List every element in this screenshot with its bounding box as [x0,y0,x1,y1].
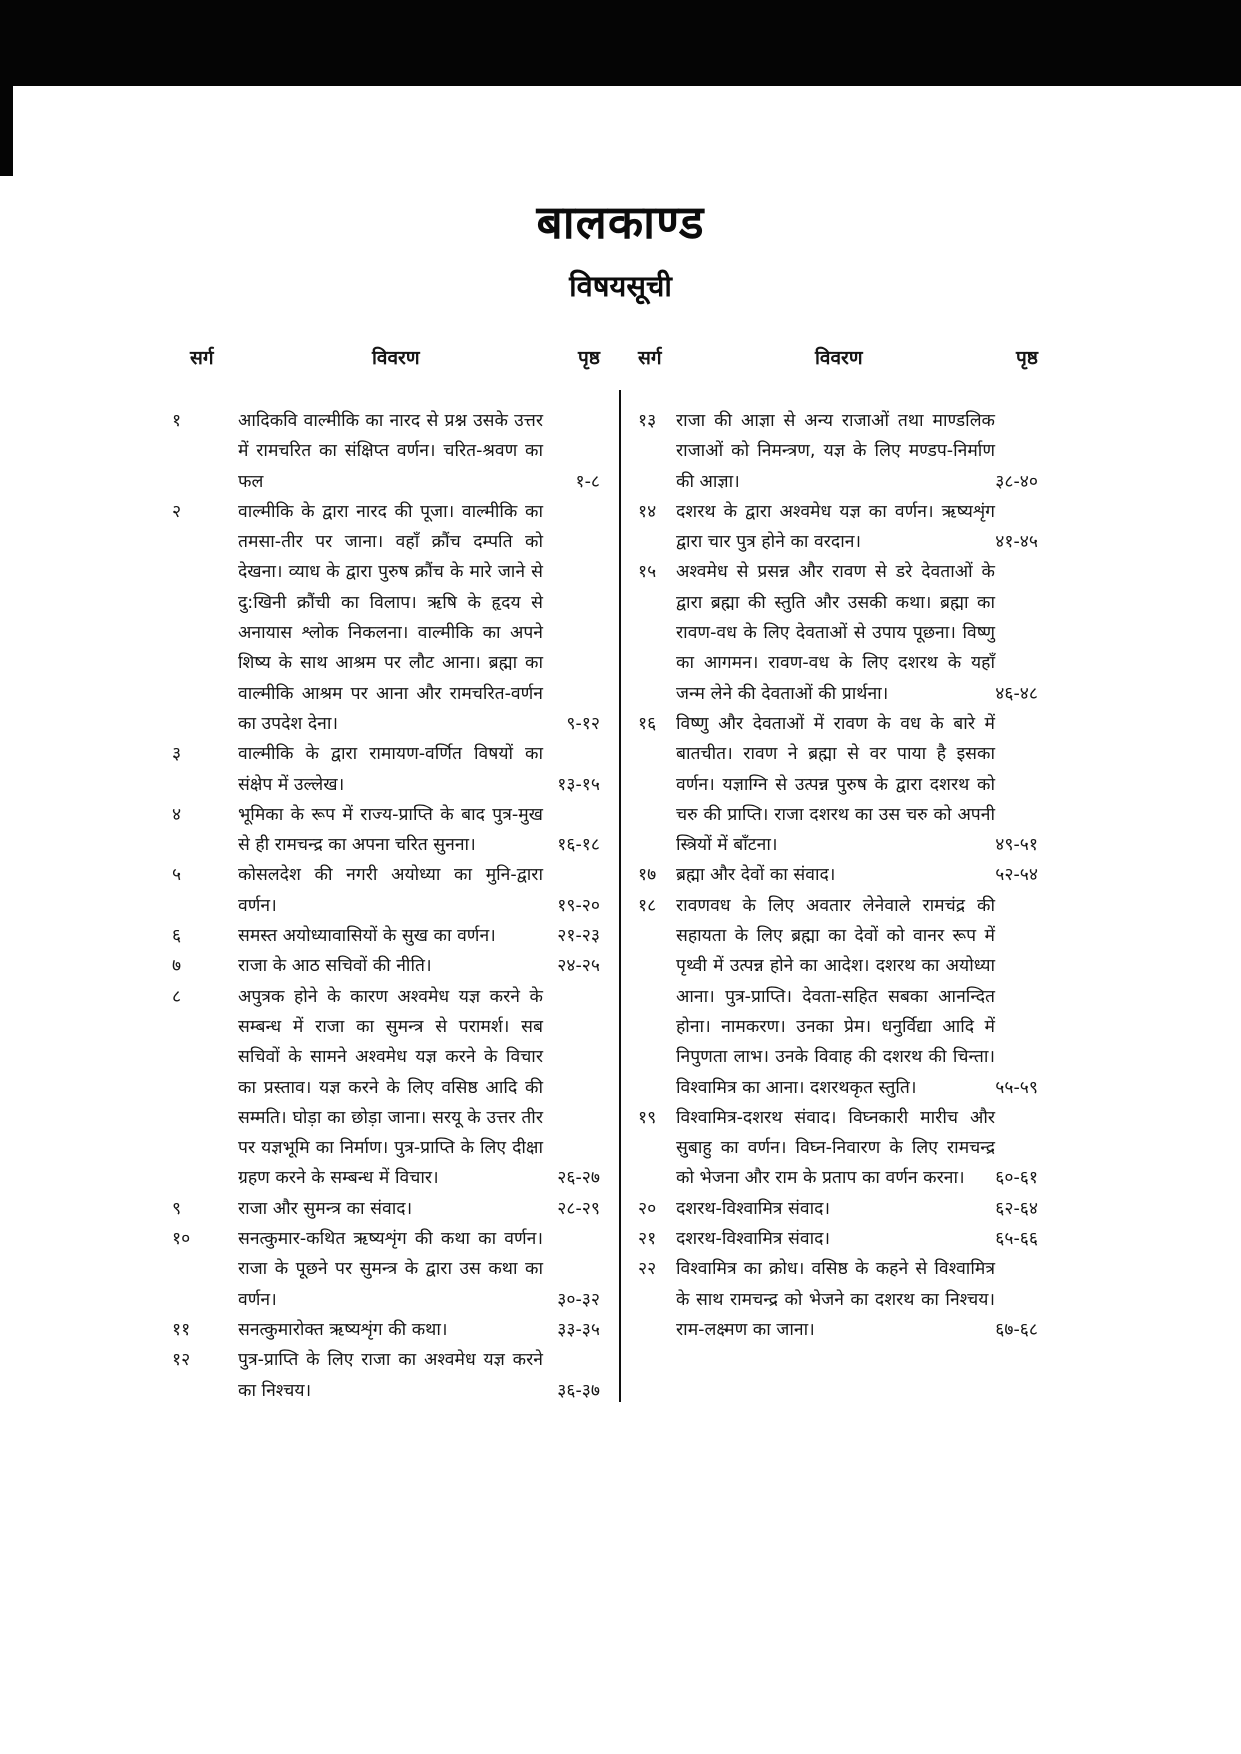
toc-entry [170,739,600,800]
toc-entry [170,800,600,861]
toc-entry-pages: २४-२५ [557,956,600,977]
page-title: बालकाण्ड [536,195,705,249]
scan-left-border [0,0,13,176]
toc-entry-number: १० [172,1229,191,1250]
toc-entry-description: विष्णु और देवताओं में रावण के वध के बारे में बातचीत। रावण ने ब्रह्मा से वर पाया है इसका वर्णन। यज्ञाग्नि से उत्पन्न पुरुष के द्वारा दशरथ को चरु की प्राप्ति। राजा दशरथ का उस चरु को अपनी स्त्रियों में बाँटना। [676,713,995,856]
toc-entry-description: राजा की आज्ञा से अन्य राजाओं तथा माण्डलिक राजाओं को निमन्त्रण, यज्ञ के लिए मण्डप-निर्माण की आज्ञा। [676,411,995,492]
toc-entry-description: दशरथ के द्वारा अश्वमेध यज्ञ का वर्णन। ऋष्यशृंग द्वारा चार पुत्र होने का वरदान। [676,501,995,553]
toc-entry [630,497,1038,558]
toc-entry-pages: ६५-६६ [995,1229,1038,1250]
toc-entry-pages: २१-२३ [557,926,600,947]
toc-entry-pages: ४६-४८ [995,683,1038,704]
toc-entry [630,1194,1038,1224]
toc-entry-number: ३ [172,744,182,765]
toc-entries-left [170,406,600,1406]
toc-entry-number: ११ [172,1319,191,1340]
toc-entry-pages: ६२-६४ [995,1198,1038,1219]
toc-entry-number: १९ [638,1107,657,1128]
toc-entry-number: ७ [172,956,182,977]
toc-entry [630,860,1038,890]
toc-entry [170,1315,600,1345]
column-divider [619,390,621,1402]
toc-entry-number: १८ [638,895,657,916]
toc-entry [170,982,600,1194]
toc-entry-description: पुत्र-प्राप्ति के लिए राजा का अश्वमेध यज्ञ करने का निश्चय। [238,1350,543,1401]
toc-entry-description: दशरथ-विश्वामित्र संवाद। [676,1229,831,1250]
toc-entry-description: सनत्कुमारोक्त ऋष्यशृंग की कथा। [238,1319,448,1340]
toc-entry-description: सनत्कुमार-कथित ऋष्यशृंग की कथा का वर्णन। राजा के पूछने पर सुमन्त्र के द्वारा उस कथा का वर्णन। [238,1229,543,1310]
toc-entry-description: राजा के आठ सचिवों की नीति। [238,956,432,977]
toc-entry-number: १ [172,411,182,431]
toc-entry [170,497,600,739]
toc-entry-description: समस्त अयोध्यावासियों के सुख का वर्णन। [238,926,496,947]
toc-entry-pages: २६-२७ [557,1168,600,1189]
toc-entry-number: ९ [172,1198,182,1219]
column-header-row [170,344,600,374]
toc-entry [630,709,1038,860]
toc-entry-number: १३ [638,411,657,431]
toc-entry-pages: १-८ [575,471,600,492]
toc-entry-description: अश्वमेध से प्रसन्न और रावण से डरे देवताओं के द्वारा ब्रह्मा की स्तुति और उसकी कथा। ब्रह्मा का रावण-वध के लिए देवताओं से उपाय पूछना। विष्णु का आगमन। रावण-वध के लिए दशरथ के यहाँ जन्म लेने की देवताओं की प्रार्थना। [676,562,995,704]
toc-entry [630,557,1038,708]
toc-entry-pages: ४९-५१ [995,835,1038,856]
toc-entry-pages: ९-१२ [566,713,600,734]
toc-entries-right [630,406,1038,1345]
toc-entry-description: वाल्मीकि के द्वारा रामायण-वर्णित विषयों का संक्षेप में उल्लेख। [238,744,543,795]
toc-entry [170,921,600,951]
toc-entry-pages: ३३-३५ [557,1319,600,1340]
toc-entry-description: अपुत्रक होने के कारण अश्वमेध यज्ञ करने के सम्बन्ध में राजा का सुमन्त्र से परामर्श। सब सचिवों के सामने अश्वमेध यज्ञ करने के विचार का प्रस्ताव। यज्ञ करने के लिए वसिष्ठ आदि की सम्मति। घोड़ा का छोड़ा जाना। सरयू के उत्तर तीर पर यज्ञभूमि का निर्माण। पुत्र-प्राप्ति के लिए दीक्षा ग्रहण करने के सम्बन्ध में विचार। [238,986,543,1189]
header-serial: सर्ग [638,347,662,369]
toc-column-left [170,344,600,1406]
toc-entry-number: २२ [638,1259,657,1280]
toc-entry-pages: ६७-६८ [995,1319,1038,1340]
toc-entry-number: १२ [172,1350,191,1371]
toc-entry-pages: ५२-५४ [995,865,1038,886]
toc-entry-description: दशरथ-विश्वामित्र संवाद। [676,1198,831,1219]
toc-entry-description: विश्वामित्र-दशरथ संवाद। विघ्नकारी मारीच और सुबाहु का वर्णन। विघ्न-निवारण के लिए रामचन्द्र को भेजना और राम के प्रताप का वर्णन करना। [676,1107,995,1189]
toc-entry [630,406,1038,497]
header-description: विवरण [815,347,863,369]
scan-top-border [0,0,1241,86]
toc-entry-description: ब्रह्मा और देवों का संवाद। [676,865,836,886]
toc-entry [170,1194,600,1224]
toc-entry-number: १५ [638,562,657,583]
toc-entry-pages: ४१-४५ [995,532,1038,553]
toc-entry-description: आदिकवि वाल्मीकि का नारद से प्रश्न उसके उत्तर में रामचरित का संक्षिप्त वर्णन। चरित-श्रवण का फल [238,411,543,492]
header-description: विवरण [372,347,420,369]
toc-entry-description: रावणवध के लिए अवतार लेनेवाले रामचंद्र की सहायता के लिए ब्रह्मा का देवों को वानर रूप में पृथ्वी में उत्पन्न होने का आदेश। दशरथ का अयोध्या आना। पुत्र-प्राप्ति। देवता-सहित सबका आनन्दित होना। नामकरण। उनका प्रेम। धनुर्विद्या आदि में निपुणता लाभ। उनके विवाह की दशरथ की चिन्ता। विश्वामित्र का आना। दशरथकृत स्तुति। [676,895,995,1098]
toc-entry [630,891,1038,1103]
toc-entry-description: कोसलदेश की नगरी अयोध्या का मुनि-द्वारा वर्णन। [238,865,543,916]
toc-entry-pages: २८-२९ [557,1198,600,1219]
toc-entry-pages: ३६-३७ [557,1380,600,1401]
toc-entry-number: ६ [172,926,182,947]
header-page: पृष्ठ [1016,347,1038,369]
header-serial: सर्ग [190,347,214,369]
page-subtitle: विषयसूची [569,269,672,303]
toc-entry-pages: १६-१८ [557,835,600,856]
toc-entry [630,1254,1038,1345]
toc-entry-pages: ३८-४० [995,471,1038,492]
toc-entry-number: १४ [638,501,657,522]
toc-entry [630,1224,1038,1254]
toc-column-right [630,344,1038,1345]
toc-entry-number: ४ [172,804,182,825]
toc-entry-number: २१ [638,1229,657,1250]
toc-entry-description: राजा और सुमन्त्र का संवाद। [238,1198,413,1219]
toc-entry-description: विश्वामित्र का क्रोध। वसिष्ठ के कहने से विश्वामित्र के साथ रामचन्द्र को भेजने का दशरथ का निश्चय। राम-लक्ष्मण का जाना। [676,1259,995,1340]
toc-entry-number: ५ [172,865,182,886]
header-page: पृष्ठ [578,347,600,369]
toc-entry-number: १७ [638,865,657,886]
toc-entry-number: ८ [172,986,182,1007]
toc-entry-pages: ६०-६१ [995,1168,1038,1189]
toc-entry [170,406,600,497]
toc-entry-number: २० [638,1198,657,1219]
toc-entry [170,951,600,981]
toc-entry [170,1224,600,1315]
toc-entry [170,860,600,921]
toc-entry-pages: ३०-३२ [557,1289,600,1310]
toc-entry-description: वाल्मीकि के द्वारा नारद की पूजा। वाल्मीकि का तमसा-तीर पर जाना। वहाँ क्रौंच दम्पति को देखना। व्याध के द्वारा पुरुष क्रौंच के मारे जाने से दु:खिनी क्रौंची का विलाप। ऋषि के हृदय से अनायास श्लोक निकलना। वाल्मीकि का अपने शिष्य के साथ आश्रम पर लौट आना। ब्रह्मा का वाल्मीकि आश्रम पर आना और रामचरित-वर्णन का उपदेश देना। [238,501,543,734]
toc-entry [630,1103,1038,1194]
column-header-row [630,344,1038,374]
toc-entry-pages: ५५-५९ [995,1077,1038,1098]
toc-entry-number: १६ [638,713,657,734]
toc-entry-number: २ [172,501,182,522]
toc-entry-pages: १९-२० [557,895,600,916]
toc-entry-pages: १३-१५ [557,774,600,795]
toc-entry [170,1345,600,1406]
toc-entry-description: भूमिका के रूप में राज्य-प्राप्ति के बाद पुत्र-मुख से ही रामचन्द्र का अपना चरित सुनना। [238,804,543,856]
